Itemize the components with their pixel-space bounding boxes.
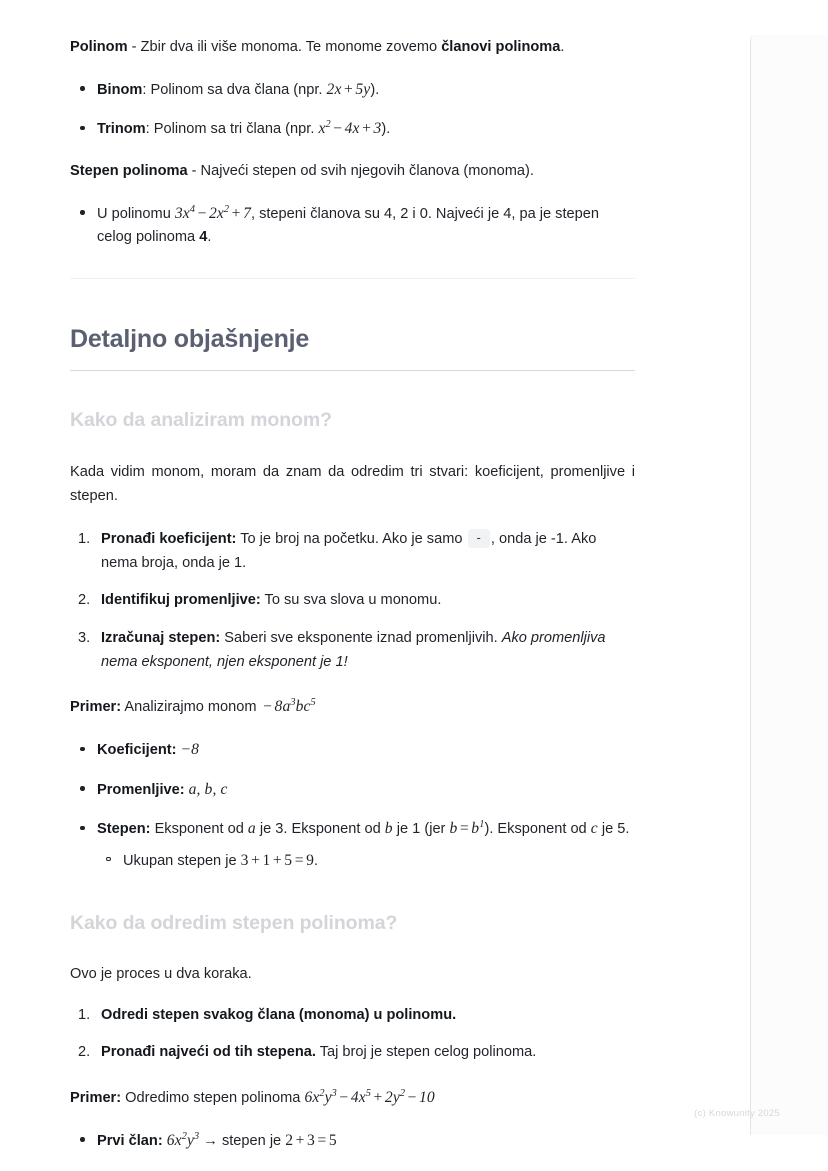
promenljive-value: a, b, c bbox=[188, 780, 228, 798]
prvi-clan-label: Prvi član: bbox=[97, 1132, 163, 1149]
stepen-example-value: 4 bbox=[199, 229, 208, 246]
primer-math-1: − $8a^3bc^5$ bbox=[263, 697, 316, 716]
primer-text-1: Analizirajmo monom bbox=[121, 699, 261, 716]
polinom-terms-list bbox=[70, 1128, 635, 1154]
list-item-koeficijent bbox=[70, 737, 635, 763]
polinom-definition bbox=[70, 36, 635, 60]
stepen-math-b: $b = b^1$ bbox=[449, 819, 485, 838]
page-title: Detaljno objašnjenje bbox=[70, 319, 635, 372]
stepen-example-end: . bbox=[207, 229, 212, 246]
binom-text-after: ). bbox=[370, 81, 380, 98]
list-item-polinom-step-1 bbox=[70, 1004, 635, 1028]
right-panel-edge bbox=[750, 35, 828, 1135]
step-3-term: Izračunaj stepen: bbox=[101, 630, 221, 647]
stepen-text-5: je 5. bbox=[597, 821, 630, 838]
list-item-binom bbox=[70, 77, 635, 103]
list-item-stepen bbox=[70, 816, 635, 873]
step-1-text-before: To je broj na početku. Ako je samo bbox=[236, 531, 467, 548]
step-3-italic-note: Ako promenljiva nema eksponent, njen eksponent je 1! bbox=[101, 630, 606, 670]
list-item-polinom-step-2 bbox=[70, 1041, 635, 1065]
stepen-text-4: ). Eksponent od bbox=[484, 821, 591, 838]
stepen-example-before: U polinomu bbox=[97, 205, 175, 222]
step-1-term: Pronađi koeficijent: bbox=[101, 531, 237, 548]
stepen-example-list bbox=[70, 201, 635, 250]
stepen-text-3: je 1 (jer bbox=[392, 821, 450, 838]
polinom-step-1-term: Odredi stepen svakog člana (monoma) u polinomu. bbox=[101, 1006, 457, 1023]
ukupan-stepen-before: Ukupan stepen je bbox=[123, 852, 241, 869]
binom-term: Binom bbox=[97, 81, 143, 98]
polinom-def-text: - Zbir dva ili više monoma. Te monome zovemo bbox=[127, 39, 442, 55]
list-item-promenljive bbox=[70, 777, 635, 803]
stepen-example-middle: , stepeni članova su 4, 2 i 0. Najveći je 4, pa je stepen celog polinoma bbox=[97, 205, 599, 246]
subsection-1-paragraph: Kada vidim monom, moram da znam da odredim tri stvari: koeficijent, promenljive i stepen. bbox=[70, 463, 635, 504]
subsection-heading-analiza-monoma: Kako da analiziram monom? bbox=[70, 409, 332, 432]
binom-math: 2x + 5y bbox=[326, 80, 371, 98]
list-item-stepen-example bbox=[70, 201, 635, 250]
prvi-clan-calc: 2 + 3 = 5 bbox=[285, 1131, 337, 1149]
stepen-example-math: $3x^4 - 2x^2 + 7$ bbox=[174, 203, 251, 222]
trinom-term: Trinom bbox=[97, 121, 146, 138]
minus-code-chip: - bbox=[468, 529, 490, 548]
primer-monom-line bbox=[70, 694, 635, 720]
stepen-text-1: Eksponent od bbox=[150, 821, 248, 838]
section-divider bbox=[70, 278, 635, 279]
polinom-types-list bbox=[70, 77, 635, 142]
list-item-step-stepen bbox=[70, 627, 635, 674]
prvi-clan-math: $6x^2y^3$ bbox=[166, 1130, 200, 1149]
stepen-text-2: je 3. Eksponent od bbox=[255, 821, 385, 838]
polinom-steps bbox=[70, 1004, 635, 1065]
trinom-math: $x^2 - 4x + 3$ bbox=[318, 119, 382, 138]
step-3-text: Saberi sve eksponente iznad promenljivih. bbox=[220, 630, 502, 647]
clanovi-polinoma-bold: članovi polinoma bbox=[441, 39, 561, 55]
primer-polinom-line bbox=[70, 1085, 635, 1111]
koeficijent-label: Koeficijent: bbox=[97, 742, 177, 759]
stepen-var-c: c bbox=[590, 820, 598, 838]
stepen-subitems bbox=[97, 848, 635, 874]
stepen-var-a: a bbox=[247, 820, 256, 838]
stepen-polinoma-def-text: - Najveći stepen od svih njegovih članova (monoma). bbox=[187, 162, 534, 179]
primer-text-2: Odredimo stepen polinoma bbox=[121, 1090, 305, 1107]
primer-label-1: Primer: bbox=[70, 699, 122, 716]
subsection-heading-stepen-polinoma: Kako da odredim stepen polinoma? bbox=[70, 911, 398, 934]
promenljive-label: Promenljive: bbox=[97, 781, 185, 798]
watermark: (c) Knowunity 2025 bbox=[694, 1108, 780, 1119]
stepen-polinoma-definition bbox=[70, 160, 635, 184]
primer-math-2: $6x^2y^3 - 4x^5 + 2y^2 - 10$ bbox=[304, 1087, 435, 1107]
stepen-polinoma-term: Stepen polinoma bbox=[70, 162, 188, 179]
stepen-var-b: b bbox=[384, 820, 393, 838]
list-item-step-promenljive bbox=[70, 589, 635, 613]
polinom-term: Polinom bbox=[70, 39, 128, 55]
polinom-step-2-text: Taj broj je stepen celog polinoma. bbox=[315, 1044, 537, 1061]
ukupan-stepen-after: . bbox=[314, 852, 319, 869]
list-item-ukupan-stepen bbox=[97, 848, 635, 874]
trinom-text-after: ). bbox=[381, 121, 391, 138]
primer-label-2: Primer: bbox=[70, 1090, 122, 1107]
list-item-step-koeficijent bbox=[70, 528, 635, 575]
ukupan-stepen-math: 3 + 1 + 5 = 9 bbox=[240, 851, 314, 869]
polinom-step-2-term: Pronađi najveći od tih stepena. bbox=[101, 1044, 316, 1061]
koeficijent-value: −8 bbox=[180, 741, 200, 759]
step-2-term: Identifikuj promenljive: bbox=[101, 592, 261, 609]
list-item-trinom bbox=[70, 116, 635, 142]
monom-analysis-results bbox=[70, 737, 635, 874]
document-content bbox=[70, 36, 635, 1153]
stepen-label: Stepen: bbox=[97, 821, 151, 838]
trinom-text-before: : Polinom sa tri člana (npr. bbox=[145, 121, 319, 138]
step-2-text: To su sva slova u monomu. bbox=[260, 592, 442, 609]
subsection-2-paragraph: Ovo je proces u dva koraka. bbox=[70, 966, 252, 983]
prvi-clan-text: stepen je bbox=[217, 1132, 286, 1149]
list-item-prvi-clan bbox=[70, 1128, 635, 1154]
monom-analysis-steps bbox=[70, 528, 635, 674]
binom-text-before: : Polinom sa dva člana (npr. bbox=[142, 81, 327, 98]
step-1-text-after: , onda je -1. Ako nema broja, onda je 1. bbox=[101, 531, 597, 571]
arrow-icon: → bbox=[203, 1132, 218, 1149]
polinom-def-period: . bbox=[560, 39, 565, 55]
